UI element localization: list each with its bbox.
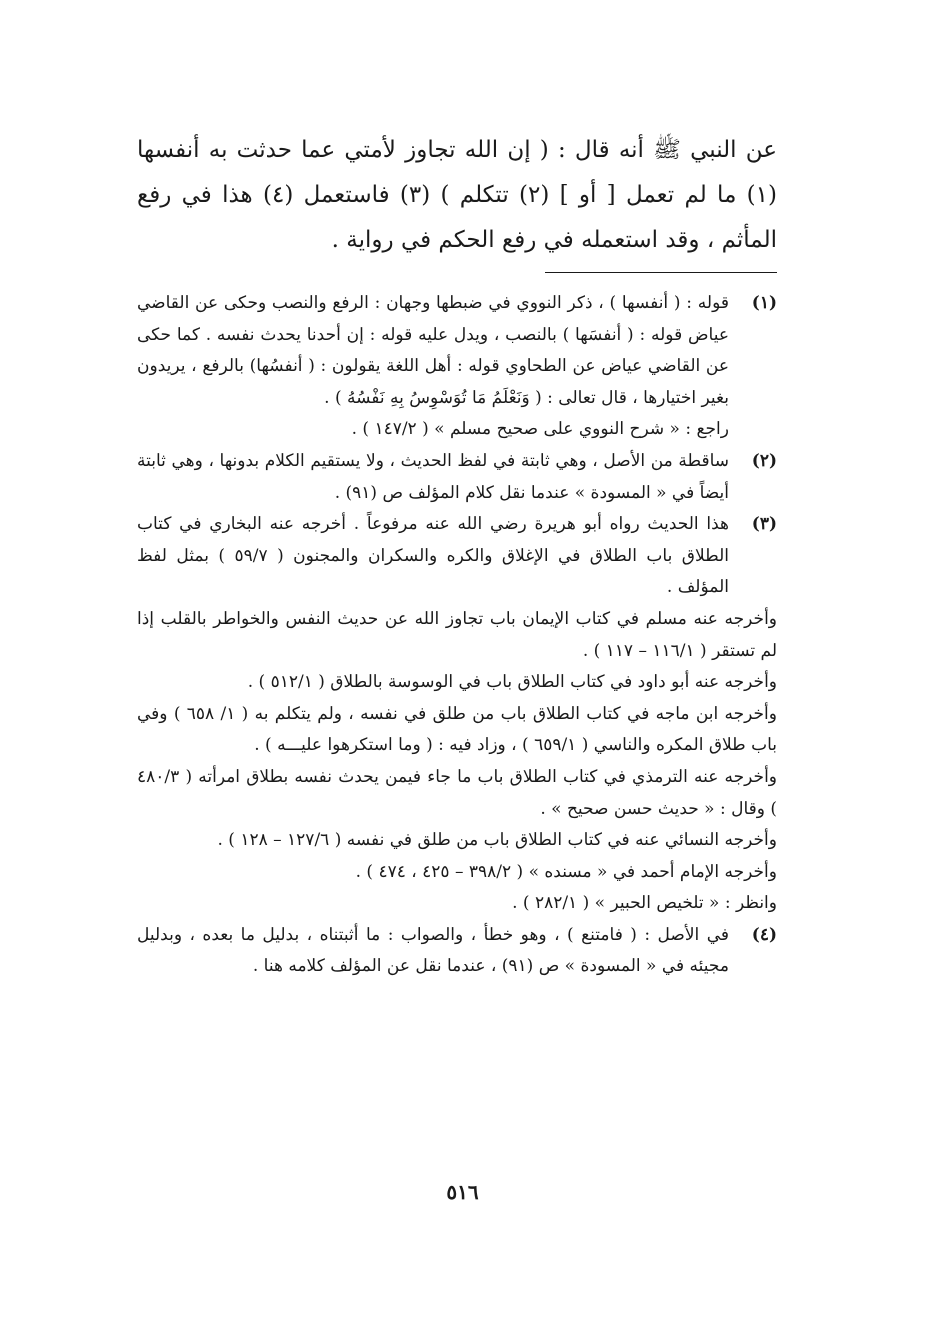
footnote-text: راجع : « شرح النووي على صحيح مسلم » ( ١٤٧/٢ ) . <box>351 419 729 440</box>
footnote-text: ساقطة من الأصل ، وهي ثابتة في لفظ الحديث ، ولا يستقيم الكلام بدونها ، وهي ثابتة أيضاً في « المسودة » عندما نقل كلام المؤلف ص (٩١) . <box>137 450 729 503</box>
footnote-text: وانظر : « تلخيص الحبير » ( ٢٨٢/١ ) . <box>512 893 777 914</box>
footnote-text: وأخرجه عنه أبو داود في كتاب الطلاق باب في الوسوسة بالطلاق ( ٥١٢/١ ) . <box>247 672 777 693</box>
footnote-text: وأخرجه الإمام أحمد في « مسنده » ( ٣٩٨/٢ – ٤٢٥ ، ٤٧٤ ) . <box>355 861 777 882</box>
footnote-3 <box>137 509 777 920</box>
main-text <box>137 128 777 263</box>
footnote-1 <box>137 288 777 446</box>
footnote-number: (١) <box>751 293 777 313</box>
footnote-text: وأخرجه النسائي عنه في كتاب الطلاق باب من طلق في نفسه ( ١٢٧/٦ – ١٢٨ ) . <box>217 830 777 851</box>
main-paragraph: عن النبي ﷺ أنه قال : ( إن الله تجاوز لأمتي عما حدثت به أنفسها (١) ما لم تعمل [ أو ] (٢) تتكلم ) (٣) فاستعمل (٤) هذا في رفع المأثم ، وقد استعمله في رفع الحكم في رواية . <box>137 137 777 253</box>
footnote-text: هذا الحديث رواه أبو هريرة رضي الله عنه مرفوعاً . أخرجه عنه البخاري في كتاب الطلاق باب الطلاق في الإغلاق والكره والسكران والمجنون ( ٥٩/٧ ) بمثل لفظ المؤلف . <box>137 514 729 598</box>
footnote-2 <box>137 446 777 509</box>
footnote-text: وأخرجه ابن ماجه في كتاب الطلاق باب من طلق في نفسه ، ولم يتكلم به ( ١/ ٦٥٨ ) وفي باب طلاق المكره والناسي ( ٦٥٩/١ ) ، وزاد فيه : ( وما استكرهوا عليـــه ) . <box>137 703 777 756</box>
footnote-text: وأخرجه عنه مسلم في كتاب الإيمان باب تجاوز الله عن حديث النفس والخواطر بالقلب إذا لم تستقر ( ١١٦/١ – ١١٧ ) . <box>137 608 777 661</box>
footnote-text: وأخرجه عنه الترمذي في كتاب الطلاق باب ما جاء فيمن يحدث نفسه بطلاق امرأته ( ٤٨٠/٣ ) وقال : « حديث حسن صحيح » . <box>137 766 777 819</box>
footnotes <box>137 288 777 983</box>
footnote-text: في الأصل : ( فامتنع ) ، وهو خطأ ، والصواب : ما أثبتناه ، بدليل ما بعده ، وبدليل مجيئه في « المسودة » ص (٩١) ، عندما نقل عن المؤلف كلامه هنا . <box>137 924 729 977</box>
footnote-4 <box>137 920 777 983</box>
footnote-number: (٢) <box>751 450 777 471</box>
page-number: ٥١٦ <box>446 1180 479 1204</box>
footnote-number: (٤) <box>751 924 777 945</box>
footnote-text: قوله : ( أنفسها ) ، ذكر النووي في ضبطها وجهان : الرفع والنصب وحكى عن القاضي عياض قوله : ( أنفسَها ) بالنصب ، ويدل عليه قوله : إن أحدنا يحدث نفسه . كما حكى عن القاضي عياض عن الطحاوي قوله : أهل اللغة يقولون : ( أنفسُها) بالرفع ، يريدون بغير اختيارها ، قال تعالى : ( وَنَعْلَمُ مَا تُوَسْوِسُ بِهِ نَفْسُهُ ) . <box>137 293 729 408</box>
footnote-number: (٣) <box>751 514 777 535</box>
footnote-divider <box>545 272 777 273</box>
